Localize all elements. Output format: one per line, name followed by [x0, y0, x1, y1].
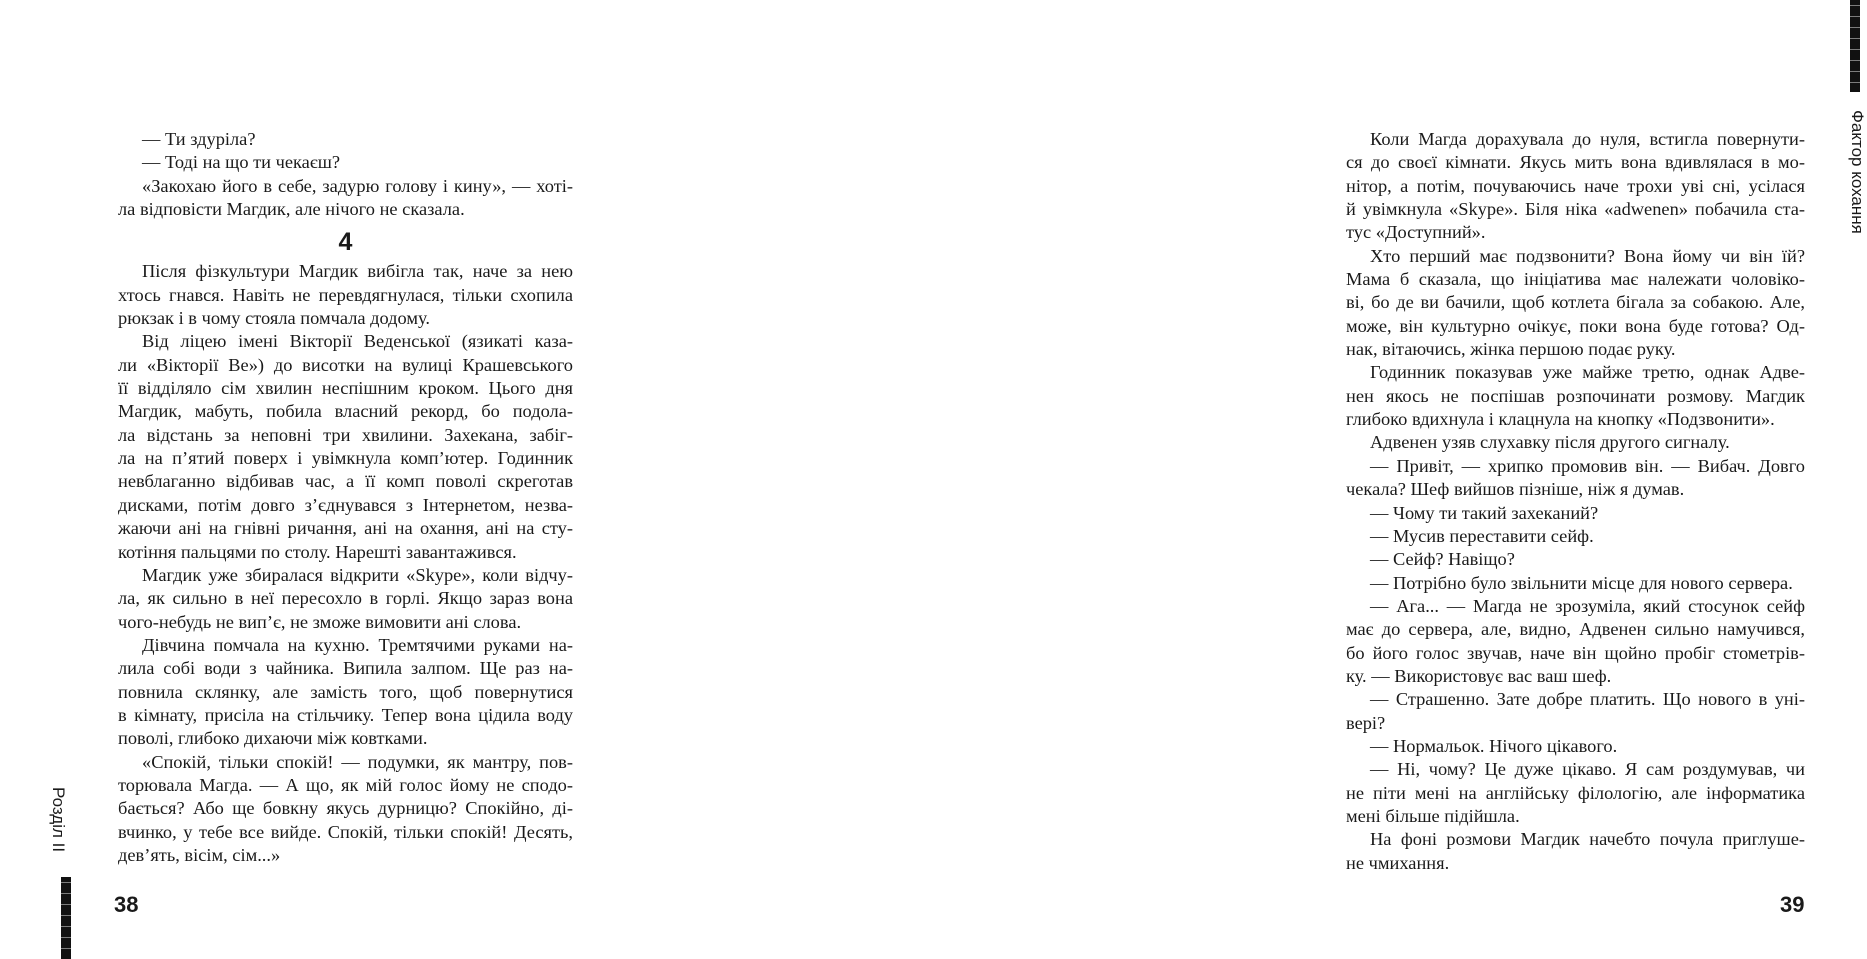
text-line: вчинко, у тебе все вийде. Спокій, тільки спокій! Десять, — [118, 821, 573, 842]
text-line: лила собі води з чайника. Випила залпом. Ще раз на- — [118, 658, 573, 679]
text-line: в кімнату, присіла на стільчику. Тепер вона цідила воду — [118, 704, 573, 725]
text-line: — Привіт, — хрипко промовив він. — Вибач. Довго — [1370, 455, 1805, 476]
text-line: — Страшенно. Зате добре платить. Що нового в уні- — [1370, 689, 1805, 710]
text-line: не піти мені на англійську філологію, але інформатика — [1346, 782, 1805, 803]
text-line: — Чому ти такий захеканий? — [1370, 502, 1599, 523]
text-line: ку. — Використовує вас ваш шеф. — [1346, 665, 1612, 686]
text-line: чого-небудь не вип’є, не зможе вимовити ані слова. — [118, 611, 522, 632]
text-line: вері? — [1346, 712, 1386, 733]
text-line: Мама б сказала, що ініціатива має належати чоловіко- — [1346, 269, 1805, 290]
text-line: мені більше підійшла. — [1346, 805, 1520, 826]
text-line: — Ти здуріла? — [142, 129, 256, 149]
text-line: Магдик уже збиралася відкрити «Skype», коли відчу- — [142, 564, 573, 585]
text-line: — Мусив переставити сейф. — [1370, 525, 1594, 546]
text-line: ві, бо де ви бачили, щоб котлета бігала за собакою. Але, — [1346, 292, 1805, 313]
text-line: й увімкнула «Skype». Біля ніка «adwenen» побачила ста- — [1346, 199, 1805, 220]
left-page — [0, 0, 640, 959]
text-line: чекала? Шеф вийшов пізніше, ніж я думав. — [1346, 479, 1685, 500]
text-line: Дівчина помчала на кухню. Тремтячими руками на- — [142, 634, 573, 655]
text-line: глибоко вдихнула і клацнула на кнопку «Подзвонити». — [1346, 409, 1775, 430]
text-line: нак, вітаючись, жінка першою подає руку. — [1346, 339, 1676, 360]
text-line: бо його голос звучав, наче він щойно пробіг стометрів- — [1346, 642, 1805, 663]
page-number-right: 39 — [1780, 892, 1805, 917]
text-line: «Спокій, тільки спокій! — подумки, як мантру, пов- — [142, 751, 573, 772]
text-line: рюкзак і в чому стояла помчала додому. — [118, 308, 430, 329]
text-line: ла, як сильно в неї пересохло в горлі. Якщо зараз вона — [118, 588, 573, 609]
text-line: — Тоді на що ти чекаєш? — [142, 152, 341, 173]
left-page-body — [118, 128, 573, 867]
text-line: жаючи ані на гнівні ричання, ані на охання, ані на сту- — [118, 518, 573, 539]
text-line: котіння пальцями по столу. Нарешті завантажився. — [118, 541, 517, 562]
text-line: ла відстань за неповні три хвилини. Захекана, забіг- — [118, 424, 573, 445]
text-line: торювала Магда. — А що, як мій голос йому не сподо- — [118, 774, 573, 795]
text-line: має до сервера, але, видно, Адвенен сильно намучився, — [1346, 619, 1805, 640]
text-line: поволі, глибоко дихаючи між ковтками. — [118, 728, 428, 749]
text-line: ла відповісти Магдик, але нічого не сказала. — [118, 199, 465, 220]
text-line: хтось гнався. Навіть не перевдягнулася, тільки схопила — [118, 284, 573, 305]
text-line: — Нормальок. Нічого цікавого. — [1370, 735, 1618, 756]
text-line: Хто перший має подзвонити? Вона йому чи він їй? — [1370, 245, 1805, 266]
page-number-left: 38 — [114, 892, 139, 917]
text-line: дев’ять, вісім, сім...» — [118, 844, 281, 865]
text-line: Коли Магда дорахувала до нуля, встигла повернути- — [1370, 129, 1805, 149]
thumb-edge-marker — [1850, 0, 1860, 92]
right-page-body — [1346, 128, 1805, 875]
text-line: ли «Вікторії Ве») до висотки на вулиці Крашевського — [118, 354, 573, 375]
text-line: ся до своєї кімнати. Якусь мить вона вдивлялася в мо- — [1346, 152, 1805, 173]
text-line: Годинник показував уже майже третю, однак Адве- — [1370, 362, 1805, 383]
thumb-edge-marker — [61, 877, 71, 959]
section-number: 4 — [338, 228, 353, 257]
text-line: Після фізкультури Магдик вибігла так, наче за нею — [142, 261, 573, 282]
text-line: Від ліцею імені Вікторії Веденської (язикаті каза- — [142, 331, 573, 352]
text-line: Магдик, мабуть, побила власний рекорд, бо подола- — [118, 401, 573, 422]
text-line: нітор, а потім, почуваючись наче трохи уві сні, усілася — [1346, 175, 1805, 196]
text-line: бається? Або ще бовкну якусь дурницю? Спокійно, ді- — [118, 798, 573, 819]
text-line: «Закохаю його в себе, задурю голову і кину», — хоті- — [142, 175, 573, 196]
text-line: може, він культурно очікує, поки вона буде готова? Од- — [1346, 315, 1805, 336]
text-line: — Потрібно було звільнити місце для нового сервера. — [1370, 572, 1793, 593]
text-line: — Ага... — Магда не зрозуміла, який стосунок сейф — [1370, 595, 1805, 616]
text-line: — Ні, чому? Це дуже цікаво. Я сам роздумував, чи — [1370, 759, 1805, 780]
right-text — [1346, 128, 1805, 875]
left-text-after-section — [118, 260, 573, 867]
text-line: її відділяло сім хвилин неспішним кроком. Цього дня — [118, 378, 573, 399]
running-head-book-title: Фактор кохання — [1848, 110, 1867, 234]
left-text-before-section — [118, 128, 573, 221]
text-line: повнила склянку, але замість того, щоб повернутися — [118, 681, 573, 702]
text-line: — Сейф? Навіщо? — [1370, 549, 1515, 570]
text-line: дисками, потім довго з’єднувався з Інтернетом, незва- — [118, 494, 573, 515]
text-line: Адвенен узяв слухавку після другого сигналу. — [1370, 432, 1730, 453]
right-page — [640, 0, 1867, 959]
text-line: не чмихання. — [1346, 852, 1450, 873]
running-head-chapter: Розділ II — [49, 787, 68, 853]
text-line: нен якось не поспішав розпочинати розмову. Магдик — [1346, 385, 1805, 406]
text-line: ла на п’ятий поверх і увімкнула комп’ютер. Годинник — [118, 448, 573, 469]
text-line: тус «Доступний». — [1346, 222, 1486, 243]
text-line: невблаганно відбивав час, а її комп поволі скреготав — [118, 471, 573, 492]
text-line: На фоні розмови Магдик начебто почула приглуше- — [1370, 829, 1805, 850]
